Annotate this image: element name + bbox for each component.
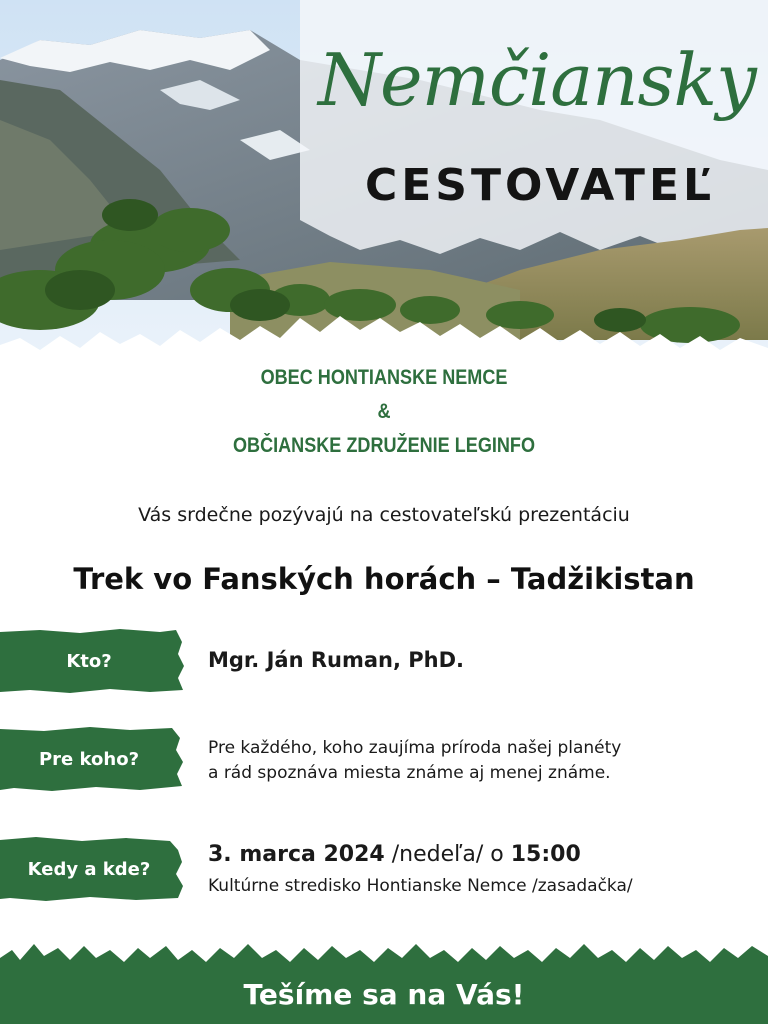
event-time: 15:00 <box>510 842 581 867</box>
event-at: o <box>490 842 504 867</box>
event-title: Trek vo Fanských horách – Tadžikistan <box>73 562 695 596</box>
label-when-where <box>0 836 186 902</box>
title-script: Nemčiansky <box>318 38 756 122</box>
label-who-text: Kto? <box>66 650 112 672</box>
event-day: /nedeľa/ <box>391 842 484 867</box>
footer-banner <box>0 930 768 1024</box>
event-date: 3. marca 2024 <box>208 842 385 867</box>
footer-text: Tešíme sa na Vás! <box>243 978 525 1011</box>
label-when-where-text: Kedy a kde? <box>27 858 151 880</box>
date-time-line <box>208 842 581 867</box>
title-caps: CESTOVATEĽ <box>364 160 716 211</box>
hero-landscape-image <box>0 0 768 360</box>
organizer-ampersand: & <box>377 400 391 423</box>
event-place: Kultúrne stredisko Hontianske Nemce /zasadačka/ <box>208 876 633 896</box>
label-for-whom <box>0 726 186 792</box>
for-whom-line-1: Pre každého, koho zaujíma príroda našej planéty <box>208 738 622 758</box>
organizer-line-2: OBČIANSKE ZDRUŽENIE LEGINFO <box>232 434 536 457</box>
for-whom-line-2: a rád spoznáva miesta známe aj menej známe. <box>208 763 611 783</box>
label-who <box>0 628 186 694</box>
who-value: Mgr. Ján Ruman, PhD. <box>208 648 464 672</box>
organizer-line-1: OBEC HONTIANSKE NEMCE <box>260 366 508 389</box>
invitation-text: Vás srdečne pozývajú na cestovateľskú prezentáciu <box>138 504 630 526</box>
label-for-whom-text: Pre koho? <box>38 748 140 770</box>
